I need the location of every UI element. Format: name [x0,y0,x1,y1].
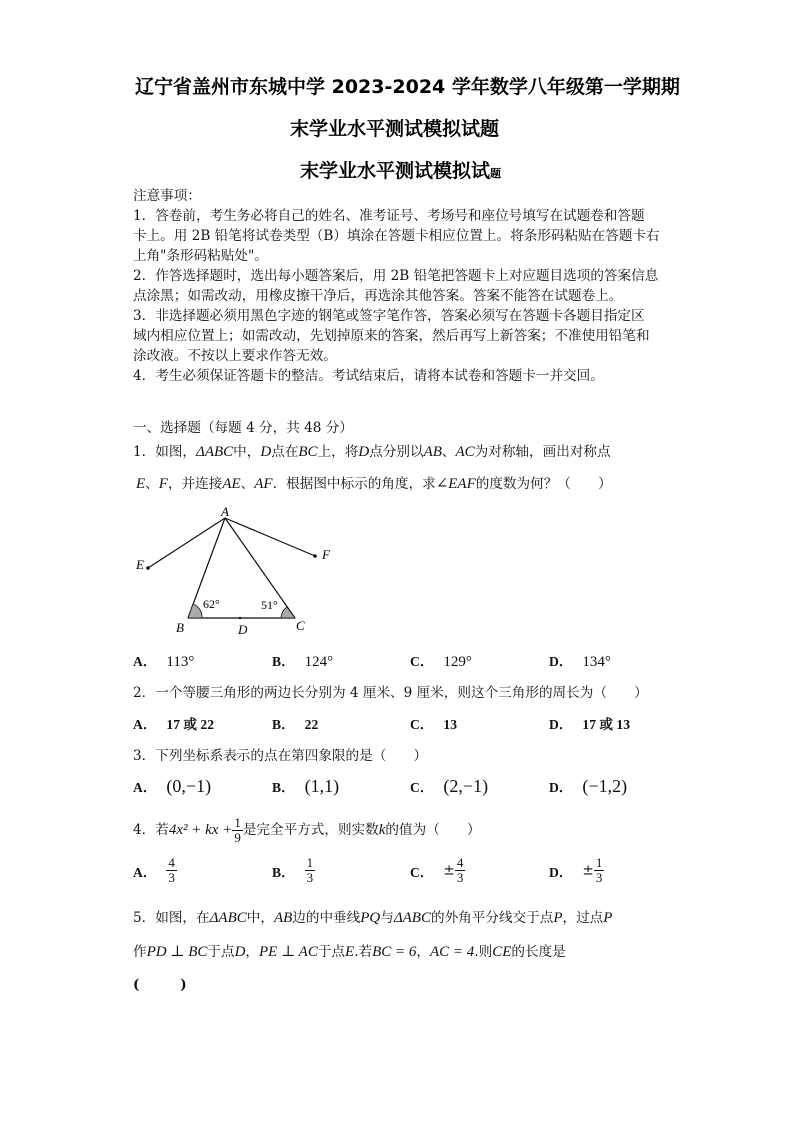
q2-option-d[interactable]: D． 17 或 13 [549,717,630,732]
q3-option-a[interactable]: A． (0,−1) [133,776,212,796]
angle-b-marker [188,604,202,618]
angle-b-value: 62° [203,597,220,611]
notes-line: 3．非选择题必须用黑色字迹的钢笔或签字笔作答，答案必须写在答题卡各题目指定区 [133,308,645,324]
q4-option-a[interactable]: A． $\frac{4}{3}$ [133,855,175,885]
q5-answer-blank: ( ) [133,977,187,993]
title-line-1: 辽宁省盖州市东城中学 2023-2024 学年数学八年级第一学期期 [135,76,680,98]
label-a: A [221,504,229,519]
q3-option-d[interactable]: D． (−1,2) [549,776,628,796]
notes-heading: 注意事项： [133,188,201,204]
q2-option-c[interactable]: C． 13 [410,717,458,732]
notes-line: 点涂黑；如需改动，用橡皮擦干净后，再选涂其他答案。答案不能答在试题卷上。 [133,288,623,304]
q1-triangle-figure [130,500,350,640]
notes-line: 卡上。用 2B 铅笔将试卷类型（B）填涂在答题卡相应位置上。将条形码粘贴在答题卡右 [133,228,660,244]
point-d [239,617,241,619]
angle-c-value: 51° [261,598,278,612]
q1-option-c[interactable]: C． 129° [410,654,472,670]
notes-line: 上角"条形码粘贴处"。 [133,248,268,264]
q3-text: 3．下列坐标系表示的点在第四象限的是（ ） [133,748,428,764]
q4-option-b[interactable]: B． $\frac{1}{3}$ [272,855,314,885]
label-e: E [136,557,144,572]
q2-option-b[interactable]: B． 22 [272,717,319,732]
point-f [313,554,317,558]
label-b: B [176,620,184,635]
q1-line-1: 1．如图，ΔABC中，D点在BC上，将D点分别以AB、AC为对称轴，画出对称点 [133,444,611,460]
q5-line-2: 作PD ⊥ BC于点D，PE ⊥ AC于点E.若BC = 6，AC = 4.则CE的长度是 [133,944,566,960]
point-e [146,566,150,570]
notes-block [133,186,673,386]
label-f: F [322,547,330,562]
angle-c-marker [281,607,295,618]
q2-option-a[interactable]: A． 17 或 22 [133,717,214,732]
q4-fraction: $\frac{1}{9}$ [234,815,241,845]
q4-text: 4．若4x² + kx + $\frac{1}{9}$ 是完全平方式，则实数k的值为（ ） [133,815,481,845]
q1-option-b[interactable]: B． 124° [272,654,334,670]
label-c: C [296,618,305,633]
q2-text: 2．一个等腰三角形的两边长分别为 4 厘米、9 厘米，则这个三角形的周长为（ ） [133,685,648,701]
q1-option-a[interactable]: A． 113° [133,654,195,670]
q1-line-2: E、F，并连接AE、AF．根据图中标示的角度，求∠EAF的度数为何？（ ） [136,476,612,492]
q1-option-d[interactable]: D． 134° [549,654,611,670]
q3-option-c[interactable]: C． (2,−1) [410,776,489,796]
notes-line: 1．答卷前，考生务必将自己的姓名、准考证号、考场号和座位号填写在试题卷和答题 [133,208,645,224]
q4-option-c[interactable]: C． ± $\frac{4}{3}$ [410,855,464,885]
notes-line: 涂改液。不按以上要求作答无效。 [133,348,337,364]
title-line-3: 末学业水平测试模拟试题 [300,160,502,182]
notes-line: 4．考生必须保证答题卡的整洁。考试结束后，请将本试卷和答题卡一并交回。 [133,368,604,384]
q5-line-1: 5．如图，在ΔABC中，AB边的中垂线PQ与ΔABC的外角平分线交于点P，过点P [133,910,613,926]
notes-line: 2．作答选择题时，选出每小题答案后，用 2B 铅笔把答题卡上对应题目选项的答案信息 [133,268,659,284]
label-d: D [238,622,248,637]
section-heading: 一、选择题（每题 4 分，共 48 分） [133,420,353,436]
q4-option-d[interactable]: D． ± $\frac{1}{3}$ [549,855,603,885]
title-line-2: 末学业水平测试模拟试题 [290,118,500,140]
segment-ae [148,518,225,568]
notes-line: 域内相应位置上；如需改动，先划掉原来的答案，然后再写上新答案；不准使用铅笔和 [133,328,650,344]
q3-option-b[interactable]: B． (1,1) [272,776,340,796]
